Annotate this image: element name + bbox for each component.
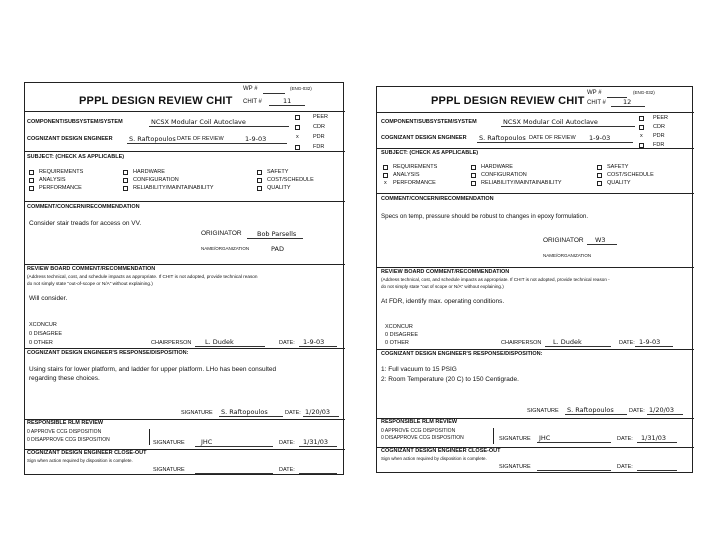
peer-checkbox[interactable] [639,116,644,121]
quality-checkbox[interactable] [597,181,602,186]
divider [25,264,345,265]
cost-schedule-label: COST/SCHEDULE [267,177,314,183]
response-text[interactable]: Using stairs for lower platform, and ladder for upper platform. LHo has been consulted [29,366,277,373]
component-label: COMPONENT/SUBSYSTEM/SYSTEM [27,119,123,125]
wp-code: (ENG-032) [633,90,655,95]
closeout-date-line [637,470,677,471]
chit-number[interactable]: 12 [623,98,632,106]
hardware-checkbox[interactable] [471,165,476,170]
fdr-label: FDR [313,144,325,150]
closeout-note: Sign when action required by disposition is complete. [381,456,487,461]
engineer-field[interactable]: S. Raftopoulos [479,134,526,142]
rlm-separator [493,428,494,444]
analysis-checkbox[interactable] [29,178,34,183]
board-comment[interactable]: Will consider. [29,295,68,302]
divider [25,151,345,152]
reliability-label: RELIABILITY/MAINTAINABILITY [481,180,562,186]
chair-date-field[interactable]: 1-9-03 [639,338,661,346]
cdr-checkbox[interactable] [295,125,300,130]
chair-date-label: DATE: [279,340,295,346]
response-date-line [647,414,683,415]
quality-checkbox[interactable] [257,186,262,191]
board-instructions: (Address technical, cost, and schedule impacts as appropriate. If CHIT is not adopted, provide technical reason - [381,277,610,282]
concur-option[interactable]: XCONCUR [385,324,413,330]
board-instructions: (Address technical, cost, and schedule impacts as appropriate. If CHIT is not adopted, provide technical reason [27,274,258,279]
chair-date-label: DATE: [619,340,635,346]
hardware-label: HARDWARE [481,164,513,170]
chit-form-11 [24,82,344,475]
fdr-checkbox[interactable] [295,145,300,150]
comment-text[interactable]: Consider stair treads for access on VV. [29,220,142,227]
disapprove-option[interactable]: 0 DISAPPROVE CCG DISPOSITION [381,435,464,441]
cdr-label: CDR [313,124,325,130]
chit-line [611,106,645,107]
divider [377,193,694,194]
safety-label: SAFETY [607,164,629,170]
peer-checkbox[interactable] [295,115,300,120]
response-text[interactable]: 1: Full vacuum to 15 PSIG [381,366,457,373]
rlm-date-field[interactable]: 1/31/03 [641,434,667,442]
page-title: PPPL DESIGN REVIEW CHIT [79,95,233,107]
engineer-label: COGNIZANT DESIGN ENGINEER [27,136,113,142]
rlm-date-label: DATE: [617,436,633,442]
chit-number[interactable]: 11 [283,97,292,105]
divider [377,148,694,149]
rlm-signature-line [195,446,273,447]
pdr-label: PDR [653,133,665,139]
board-instructions: do not simply state "out of scope or N/A" without explaining.) [381,284,504,289]
reliability-checkbox[interactable] [123,186,128,191]
configuration-label: CONFIGURATION [133,177,179,183]
component-label: COMPONENT/SUBSYSTEM/SYSTEM [381,119,477,125]
chairperson-line [195,346,265,347]
divider [377,267,694,268]
chair-date-line [299,346,337,347]
wp-code: (ENG-032) [290,86,312,91]
rlm-date-field[interactable]: 1/31/03 [303,438,329,446]
originator-line [247,238,303,239]
performance-label: PERFORMANCE [393,180,436,186]
analysis-label: ANALYSIS [393,172,420,178]
configuration-checkbox[interactable] [123,178,128,183]
subject-heading: SUBJECT: (CHECK AS APPLICABLE) [381,150,479,156]
engineer-field[interactable]: S. Raftopoulos [129,135,176,143]
rlm-signature-label: SIGNATURE [499,436,531,442]
wp-label: WP # [243,86,258,92]
chairperson-label: CHAIRPERSON [151,340,192,346]
signature-line [219,416,283,417]
response-date-line [303,416,339,417]
response-text[interactable]: regarding these choices. [29,375,100,382]
closeout-signature-line [537,470,611,471]
chit-line [269,105,305,106]
signature-label: SIGNATURE [527,408,559,414]
org-label: NAME/ORGANIZATION [543,253,592,258]
response-date-label: DATE: [285,410,301,416]
closeout-date-label: DATE: [279,467,295,473]
closeout-heading: COGNIZANT DESIGN ENGINEER CLOSE-OUT [27,450,147,456]
peer-label: PEER [653,115,668,121]
page-title: PPPL DESIGN REVIEW CHIT [431,95,585,107]
component-line [149,126,289,127]
originator-field[interactable]: W3 [595,236,606,244]
safety-checkbox[interactable] [257,170,262,175]
engineer-label: COGNIZANT DESIGN ENGINEER [381,135,467,141]
cdr-checkbox[interactable] [639,125,644,130]
cost-schedule-label: COST/SCHEDULE [607,172,654,178]
subject-heading: SUBJECT: (CHECK AS APPLICABLE) [27,154,125,160]
analysis-label: ANALYSIS [39,177,66,183]
chairperson-label: CHAIRPERSON [501,340,542,346]
configuration-checkbox[interactable] [471,173,476,178]
rlm-signature-field[interactable]: JHC [539,434,551,442]
reliability-checkbox[interactable] [471,181,476,186]
component-field[interactable]: NCSX Modular Coil Autoclave [503,118,598,126]
board-heading: REVIEW BOARD COMMENT/RECOMMENDATION [27,266,156,272]
org-field[interactable]: PAD [271,245,284,253]
pdr-mark[interactable]: x [640,133,643,139]
comment-text[interactable]: Specs on temp, pressure should be robust to changes in epoxy formulation. [381,213,589,220]
rlm-heading: RESPONSIBLE RLM REVIEW [381,419,458,425]
chair-date-line [635,346,673,347]
originator-line [587,244,617,245]
other-option[interactable]: 0 OTHER [29,340,53,346]
cdr-label: CDR [653,124,665,130]
closeout-signature-line [195,473,273,474]
peer-label: PEER [313,114,328,120]
response-text[interactable]: 2: Room Temperature (20 C) to 150 Centigrade. [381,376,519,383]
rlm-date-line [637,442,677,443]
date-review-field[interactable]: 1-9-03 [589,134,611,142]
signature-label: SIGNATURE [181,410,213,416]
response-date-field[interactable]: 1/20/03 [305,408,331,416]
date-review-label: DATE OF REVIEW [529,135,576,141]
safety-label: SAFETY [267,169,289,175]
engineer-line [127,143,287,144]
board-comment[interactable]: At FDR, identify max. operating conditions. [381,298,505,305]
approve-option[interactable]: 0 APPROVE CCG DISPOSITION [381,428,456,434]
closeout-date-label: DATE: [617,464,633,470]
safety-checkbox[interactable] [597,165,602,170]
chairperson-line [545,346,611,347]
date-review-label: DATE OF REVIEW [177,136,224,142]
chair-date-field[interactable]: 1-9-03 [303,338,325,346]
date-review-field[interactable]: 1-9-03 [245,135,267,143]
closeout-signature-label: SIGNATURE [499,464,531,470]
board-heading: REVIEW BOARD COMMENT/RECOMMENDATION [381,269,510,275]
originator-field[interactable]: Bob Parsells [257,230,297,238]
configuration-label: CONFIGURATION [481,172,527,178]
org-label: NAME/ORGANIZATION [201,246,250,251]
chairperson-field[interactable]: L. Dudek [205,338,234,346]
board-instructions: do not simply state "out-of-scope or N/A" without explaining.) [27,281,153,286]
performance-checkbox[interactable] [29,186,34,191]
divider [25,201,345,202]
comment-heading: COMMENT/CONCERN/RECOMMENDATION [381,196,494,202]
requirements-label: REQUIREMENTS [393,164,438,170]
other-option[interactable]: 0 OTHER [385,340,409,346]
performance-label: PERFORMANCE [39,185,82,191]
chairperson-field[interactable]: L. Dudek [553,338,582,346]
requirements-checkbox[interactable] [383,165,388,170]
hardware-checkbox[interactable] [123,170,128,175]
requirements-label: REQUIREMENTS [39,169,84,175]
originator-label: ORIGINATOR [201,230,242,237]
rlm-date-line [299,446,337,447]
comment-heading: COMMENT/CONCERN/RECOMMENDATION [27,204,140,210]
chit-form-12 [376,86,693,473]
response-date-label: DATE: [629,408,645,414]
signature-field[interactable]: S. Raftopoulos [567,406,614,414]
hardware-label: HARDWARE [133,169,165,175]
closeout-heading: COGNIZANT DESIGN ENGINEER CLOSE-OUT [381,448,501,454]
divider [25,111,345,112]
wp-label: WP # [587,90,602,96]
concur-option[interactable]: XCONCUR [29,322,57,328]
response-heading: COGNIZANT DESIGN ENGINEER'S RESPONSE/DISPOSITION: [27,350,189,356]
closeout-signature-label: SIGNATURE [153,467,185,473]
quality-label: QUALITY [267,185,291,191]
pdr-mark[interactable]: x [296,134,299,140]
wp-line [263,93,285,94]
disagree-option[interactable]: 0 DISAGREE [29,331,63,337]
chit-label: CHIT # [243,99,262,105]
signature-field[interactable]: S. Raftopoulos [221,408,268,416]
approve-option[interactable]: 0 APPROVE CCG DISPOSITION [27,429,102,435]
divider [25,348,345,349]
closeout-note: Sign when action required by disposition is complete. [27,458,133,463]
component-field[interactable]: NCSX Modular Coil Autoclave [151,118,246,126]
disagree-option[interactable]: 0 DISAGREE [385,332,419,338]
disapprove-option[interactable]: 0 DISAPPROVE CCG DISPOSITION [27,437,110,443]
reliability-label: RELIABILITY/MAINTAINABILITY [133,185,214,191]
fdr-label: FDR [653,142,665,148]
cost-schedule-checkbox[interactable] [257,178,262,183]
rlm-heading: RESPONSIBLE RLM REVIEW [27,420,104,426]
originator-label: ORIGINATOR [543,237,584,244]
component-line [501,126,635,127]
cost-schedule-checkbox[interactable] [597,173,602,178]
divider [377,112,694,113]
rlm-signature-label: SIGNATURE [153,440,185,446]
rlm-separator [149,429,150,445]
quality-label: QUALITY [607,180,631,186]
rlm-signature-field[interactable]: JHC [201,438,213,446]
response-heading: COGNIZANT DESIGN ENGINEER'S RESPONSE/DISPOSITION: [381,351,543,357]
engineer-line [477,142,633,143]
rlm-date-label: DATE: [279,440,295,446]
rlm-signature-line [537,442,611,443]
chit-label: CHIT # [587,100,606,106]
pdr-label: PDR [313,134,325,140]
response-date-field[interactable]: 1/20/03 [649,406,675,414]
closeout-date-line [299,473,337,474]
requirements-checkbox[interactable] [29,170,34,175]
performance-mark[interactable]: x [384,180,387,186]
analysis-checkbox[interactable] [383,173,388,178]
signature-line [565,414,627,415]
divider [377,349,694,350]
